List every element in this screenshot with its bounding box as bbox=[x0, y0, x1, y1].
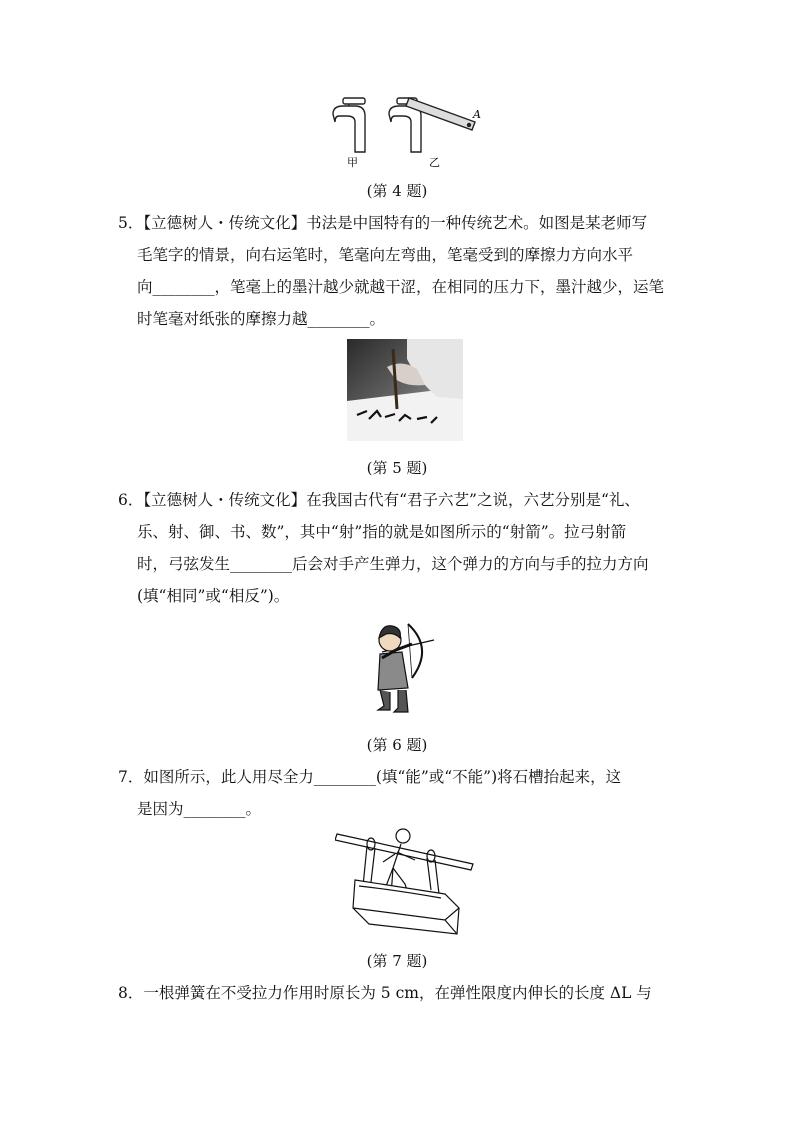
q5-line-2: 毛笔字的情景，向右运笔时，笔毫向左弯曲，笔毫受到的摩擦力方向水平 bbox=[137, 246, 634, 264]
figure-7-caption: (第 7 题) bbox=[366, 952, 428, 970]
question-7 bbox=[118, 761, 678, 825]
figure-6-caption: (第 6 题) bbox=[366, 736, 428, 754]
faucet-a-body bbox=[333, 106, 365, 152]
faucet-a-handle bbox=[343, 98, 365, 104]
stone-trough bbox=[353, 880, 459, 934]
q6-line-2: 乐、射、御、书、数”，其中“射”指的就是如图所示的“射箭”。拉弓射箭 bbox=[137, 523, 627, 541]
q6-line-4: (填“相同”或“相反”)。 bbox=[137, 587, 290, 605]
figure-4-faucets bbox=[325, 92, 485, 170]
figure-6-archer bbox=[368, 618, 436, 714]
question-8 bbox=[118, 977, 678, 1009]
q5-line-4: 时笔毫对纸张的摩擦力越________。 bbox=[137, 310, 386, 328]
q7-line-2: 是因为________。 bbox=[137, 800, 262, 818]
q5-line-1: 5．【立德树人・传统文化】书法是中国特有的一种传统艺术。如图是某老师写 bbox=[118, 214, 648, 232]
point-a-label: A bbox=[473, 108, 481, 121]
question-5 bbox=[118, 207, 678, 335]
q8-line-1: 8．一根弹簧在不受拉力作用时原长为 5 cm，在弹性限度内伸长的长度 ΔL 与 bbox=[118, 984, 652, 1002]
q7-line-1: 7．如图所示，此人用尽全力________(填“能”或“不能”)将石槽抬起来，这 bbox=[118, 768, 622, 786]
figure-7-stone-trough bbox=[335, 824, 475, 942]
wrench-pipe bbox=[406, 98, 475, 130]
faucet-a-label: 甲 bbox=[347, 156, 358, 169]
faucet-b-label: 乙 bbox=[429, 156, 440, 169]
q6-line-1: 6．【立德树人・传统文化】在我国古代有“君子六艺”之说，六艺分别是“礼、 bbox=[118, 491, 640, 509]
figure-5-caption: (第 5 题) bbox=[366, 459, 428, 477]
faucet-b-body bbox=[389, 106, 421, 152]
question-6 bbox=[118, 484, 678, 612]
q5-line-3: 向________，笔毫上的墨汁越少就越干涩，在相同的压力下，墨汁越少，运笔 bbox=[137, 278, 665, 296]
figure-5-calligraphy-photo bbox=[347, 339, 463, 441]
figure-4-caption: (第 4 题) bbox=[366, 182, 428, 200]
q6-line-3: 时，弓弦发生________后会对手产生弹力，这个弹力的方向与手的拉力方向 bbox=[137, 555, 649, 573]
